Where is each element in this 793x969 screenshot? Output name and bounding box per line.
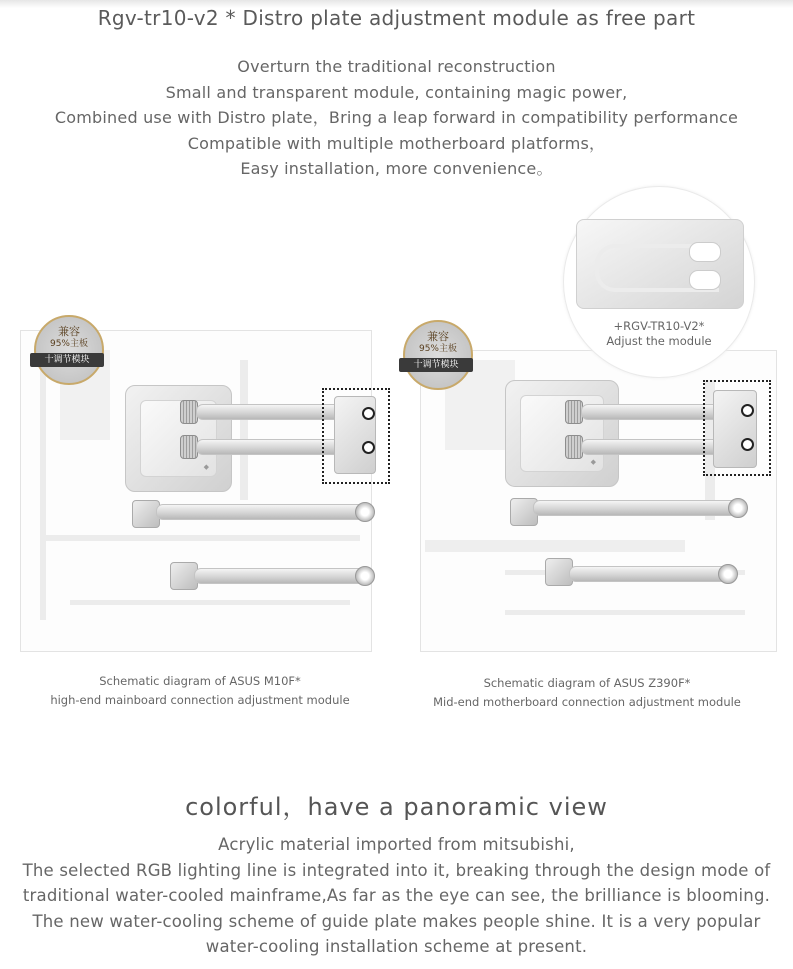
intro-line: Easy installation, more convenience。 bbox=[240, 159, 553, 178]
module-name: +RGV-TR10-V2* bbox=[613, 319, 705, 333]
page-title: Rgv-tr10-v2 * Distro plate adjustment module as free part bbox=[97, 6, 696, 30]
intro-line: Small and transparent module, containing magic power, bbox=[165, 82, 628, 102]
module-callout bbox=[563, 186, 755, 378]
body-line: traditional water-cooled mainframe,As far as the eye can see, the brilliance is blooming. bbox=[22, 886, 771, 905]
bykski-logo: ◆ bbox=[203, 463, 209, 471]
board-detail bbox=[240, 360, 248, 500]
body-line: Acrylic material imported from mitsubishi, bbox=[218, 835, 575, 854]
module-callout-label bbox=[564, 319, 754, 349]
badge-text: 兼容 bbox=[427, 330, 449, 343]
module-port bbox=[362, 441, 375, 454]
module-port bbox=[741, 404, 754, 417]
board-detail bbox=[40, 360, 46, 620]
section-title: colorful，have a panoramic view bbox=[185, 793, 608, 821]
caption-line: Schematic diagram of ASUS Z390F* bbox=[483, 676, 691, 690]
module-port bbox=[741, 438, 754, 451]
adjust-module bbox=[713, 390, 757, 468]
intro-line: Overturn the traditional reconstruction bbox=[237, 57, 556, 76]
module-description: Adjust the module bbox=[606, 334, 712, 348]
badge-ribbon: 十调节模块 bbox=[399, 358, 473, 372]
board-detail bbox=[70, 600, 350, 605]
badge-text: 95%主板 bbox=[49, 339, 88, 349]
tube bbox=[569, 566, 731, 582]
board-detail bbox=[425, 540, 685, 552]
tube-end bbox=[718, 564, 738, 584]
intro-text bbox=[0, 54, 793, 182]
cpu-water-block bbox=[505, 380, 619, 487]
caption-line: high-end mainboard connection adjustment module bbox=[50, 693, 350, 707]
caption-line: Schematic diagram of ASUS M10F* bbox=[99, 674, 301, 688]
caption-line: Mid-end motherboard connection adjustment module bbox=[433, 695, 741, 709]
module-port bbox=[689, 242, 721, 262]
module-port bbox=[689, 270, 721, 290]
intro-line: Combined use with Distro plate，Bring a leap forward in compatibility performance bbox=[54, 108, 739, 127]
adjust-module-photo bbox=[576, 219, 744, 309]
section-body bbox=[0, 832, 793, 960]
compatibility-badge bbox=[403, 320, 473, 390]
badge-text: 兼容 bbox=[58, 325, 80, 338]
board-detail bbox=[505, 610, 745, 615]
badge-ribbon: 十调节模块 bbox=[30, 353, 104, 367]
intro-line: Compatible with multiple motherboard platforms， bbox=[187, 133, 606, 153]
board-detail bbox=[40, 535, 360, 541]
badge-text: 95%主板 bbox=[418, 344, 457, 354]
tube bbox=[533, 500, 740, 516]
diagram-caption bbox=[412, 674, 762, 712]
body-line: The selected RGB lighting line is integrated into it, breaking through the design mode of bbox=[22, 860, 771, 880]
tube bbox=[194, 568, 368, 584]
tube-end bbox=[728, 498, 748, 518]
bykski-logo: ◆ bbox=[590, 458, 596, 466]
module-port bbox=[362, 407, 375, 420]
body-line: water-cooling installation scheme at present. bbox=[205, 937, 588, 956]
tube-end bbox=[355, 566, 375, 586]
compatibility-badge bbox=[34, 315, 104, 385]
tube bbox=[156, 504, 368, 520]
body-line: The new water-cooling scheme of guide plate makes people shine. It is a very popular bbox=[32, 911, 761, 931]
tube-end bbox=[355, 502, 375, 522]
diagram-caption bbox=[20, 672, 380, 710]
